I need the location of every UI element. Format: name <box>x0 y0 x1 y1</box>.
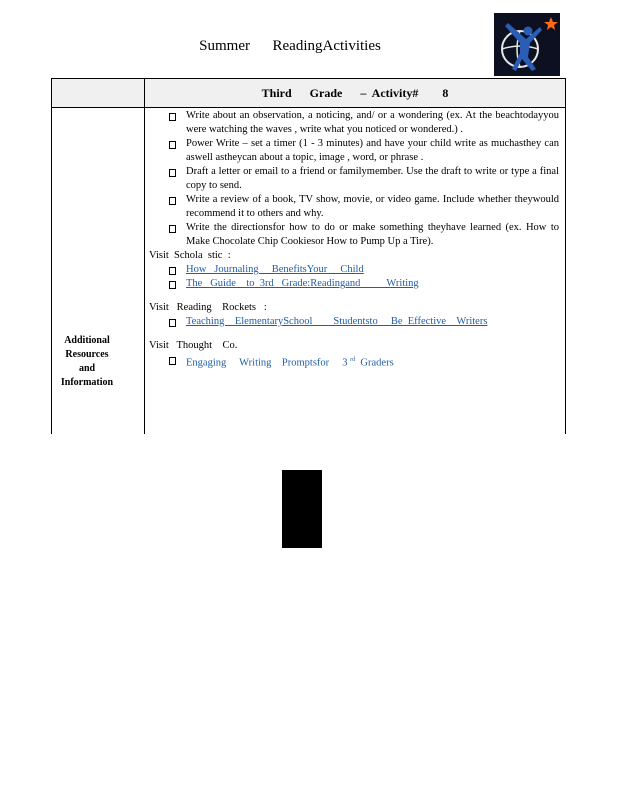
header-left-cell <box>52 79 144 107</box>
row-divider <box>52 107 565 108</box>
activity-table <box>51 78 566 434</box>
third-grade-guide-link[interactable]: The Guide to 3rd Grade:Readingand Writing <box>186 278 419 289</box>
resources-content <box>149 109 559 371</box>
list-item-text: Write the directionsfor how to do or make something theyhave learned (ex. How to Make Chocolate Chip Cookiesor How to Pump Up a Tire). <box>186 222 559 247</box>
visit-thought-co-label: Visit Thought Co. <box>149 340 238 351</box>
list-item-text: Power Write – set a timer (1 - 3 minutes) and have your child write as muchasthey can aswell astheycan about a topic, image , word, or phrase . <box>186 138 559 163</box>
square-bullet-icon <box>169 197 176 205</box>
black-block <box>282 470 322 548</box>
list-item <box>149 193 559 221</box>
column-divider <box>144 79 145 434</box>
square-bullet-icon <box>169 141 176 149</box>
list-item-text: Write about an observation, a noticing, and/ or a wondering (ex. At the beachtodayyou were watching the waves , write what you noticed or wondered.) . <box>186 110 559 135</box>
ordinal-suffix: rd <box>350 357 356 363</box>
square-bullet-icon <box>169 357 176 365</box>
list-item <box>149 109 559 137</box>
square-bullet-icon <box>169 281 176 289</box>
side-label-line: and <box>78 363 96 374</box>
list-item-text: Draft a letter or email to a friend or familymember. Use the draft to write or type a final copy to send. <box>186 166 559 191</box>
organization-logo-icon <box>494 13 560 76</box>
activity-heading: Third Grade – Activity# 8 <box>145 79 565 107</box>
side-label-line: Additional <box>64 335 110 346</box>
list-item <box>149 263 559 277</box>
side-label-line: Information <box>60 377 114 388</box>
square-bullet-icon <box>169 225 176 233</box>
writing-prompts-link[interactable] <box>186 353 394 371</box>
square-bullet-icon <box>169 319 176 327</box>
list-item <box>149 353 559 371</box>
visit-scholastic-label: Visit Schola stic : <box>149 250 231 261</box>
side-label-line: Resources <box>65 349 109 360</box>
list-item <box>149 315 559 329</box>
journaling-benefits-link[interactable]: How Journaling BenefitsYour Child <box>186 264 364 275</box>
list-item <box>149 137 559 165</box>
square-bullet-icon <box>169 267 176 275</box>
visit-reading-rockets-label: Visit Reading Rockets : <box>149 302 267 313</box>
list-item <box>149 221 559 249</box>
writing-prompts-link-tail: Graders <box>355 357 394 369</box>
writing-prompts-link-text: Engaging Writing Promptsfor 3 <box>186 357 348 369</box>
list-item <box>149 165 559 193</box>
square-bullet-icon <box>169 113 176 121</box>
list-item-text: Write a review of a book, TV show, movie, or video game. Include whether theywould recommend it to others and why. <box>186 194 559 219</box>
teaching-writers-link[interactable]: Teaching ElementarySchool Studentsto Be Effective Writers <box>186 316 488 327</box>
square-bullet-icon <box>169 169 176 177</box>
list-item <box>149 277 559 291</box>
page-title: Summer ReadingActivities <box>199 38 381 54</box>
side-label <box>52 334 122 390</box>
